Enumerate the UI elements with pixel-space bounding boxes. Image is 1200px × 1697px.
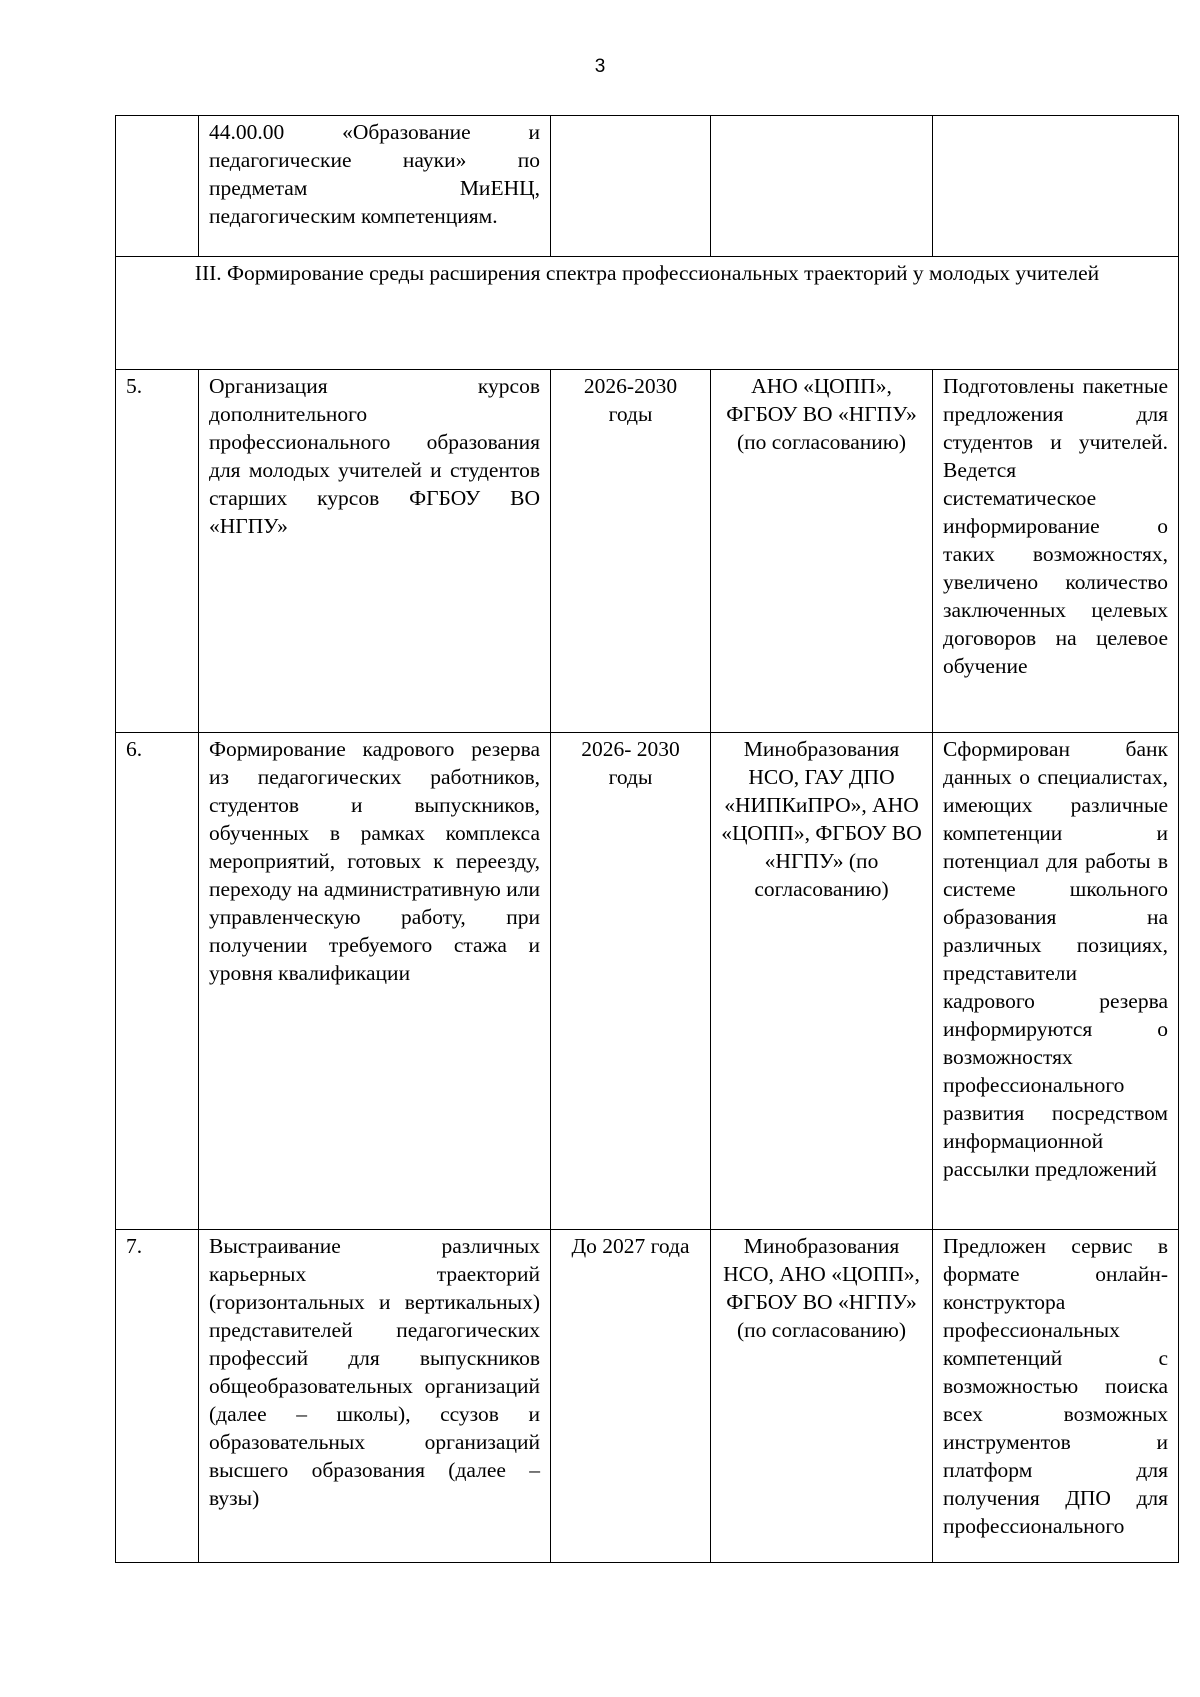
executor-cell: Минобразования НСО, ГАУ ДПО «НИПКиПРО», АНО «ЦОПП», ФГБОУ ВО «НГПУ» (по согласованию) bbox=[711, 733, 933, 1230]
activity-cell: 44.00.00 «Образование и педагогические науки» по предметам МиЕНЦ, педагогическим компетенциям. bbox=[199, 116, 551, 257]
executor-cell bbox=[711, 116, 933, 257]
row-number: 5. bbox=[116, 370, 199, 733]
page-number: 3 bbox=[594, 56, 606, 77]
table-row bbox=[116, 116, 1179, 257]
activity-cell: Выстраивание различных карьерных траекторий (горизонтальных и вертикальных) представителей педагогических профессий для выпускников общеобразовательных организаций (далее – школы), ссузов и образовательных организаций высшего образования (далее – вузы) bbox=[199, 1230, 551, 1563]
result-cell: Сформирован банк данных о специалистах, имеющих различные компетенции и потенциал для работы в системе школьного образования на различных позициях, представители кадрового резерва информируются о возможностях профессионального развития посредством информационной рассылки предложений bbox=[933, 733, 1179, 1230]
deadline-cell bbox=[551, 116, 711, 257]
section-row bbox=[116, 257, 1179, 370]
result-cell: Подготовлены пакетные предложения для студентов и учителей. Ведется систематическое информирование о таких возможностях, увеличено количество заключенных целевых договоров на целевое обучение bbox=[933, 370, 1179, 733]
row-number: 6. bbox=[116, 733, 199, 1230]
deadline-cell: 2026- 2030 годы bbox=[551, 733, 711, 1230]
measures-table bbox=[115, 115, 1179, 1563]
executor-cell: АНО «ЦОПП», ФГБОУ ВО «НГПУ» (по согласованию) bbox=[711, 370, 933, 733]
activity-cell: Организация курсов дополнительного профессионального образования для молодых учителей и студентов старших курсов ФГБОУ ВО «НГПУ» bbox=[199, 370, 551, 733]
deadline-cell: До 2027 года bbox=[551, 1230, 711, 1563]
table-row bbox=[116, 733, 1179, 1230]
deadline-cell: 2026-2030 годы bbox=[551, 370, 711, 733]
table-row bbox=[116, 1230, 1179, 1563]
row-number: 7. bbox=[116, 1230, 199, 1563]
table-row bbox=[116, 370, 1179, 733]
activity-cell: Формирование кадрового резерва из педагогических работников, студентов и выпускников, обученных в рамках комплекса мероприятий, готовых к переезду, переходу на административную или управленческую работу, при получении требуемого стажа и уровня квалификации bbox=[199, 733, 551, 1230]
section-heading: III. Формирование среды расширения спектра профессиональных траекторий у молодых учителей bbox=[116, 257, 1179, 370]
row-number bbox=[116, 116, 199, 257]
result-cell: Предложен сервис в формате онлайн-конструктора профессиональных компетенций с возможностью поиска всех возможных инструментов и платформ для получения ДПО для профессионального bbox=[933, 1230, 1179, 1563]
result-cell bbox=[933, 116, 1179, 257]
executor-cell: Минобразования НСО, АНО «ЦОПП», ФГБОУ ВО «НГПУ» (по согласованию) bbox=[711, 1230, 933, 1563]
